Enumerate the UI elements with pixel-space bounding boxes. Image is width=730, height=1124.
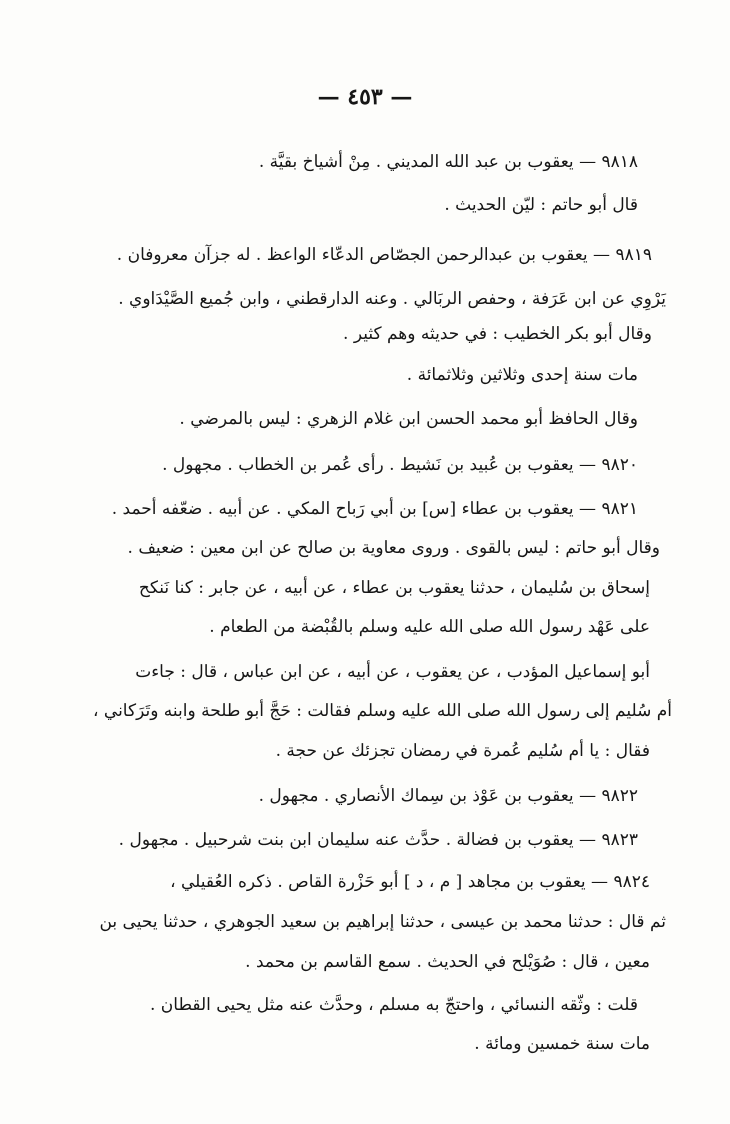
entry-9823-line: ٩٨٢٣ — يعقوب بن فضالة . حدَّث عنه سليمان ابن بنت شرحبيل . مجهول . — [118, 830, 638, 850]
entry-9822-line: ٩٨٢٢ — يعقوب بن عَوْذ بن سِماك الأنصاري . مجهول . — [258, 786, 638, 806]
entry-9820-line: ٩٨٢٠ — يعقوب بن عُبيد بن نَشيط . رأى عُمر بن الخطاب . مجهول . — [162, 455, 638, 475]
text-line: إسحاق بن سُليمان ، حدثنا يعقوب بن عطاء ، عن أبيه ، عن جابر : كنا نَنكح — [138, 578, 650, 598]
entry-9824-line: ٩٨٢٤ — يعقوب بن مجاهد [ م ، د ] أبو حَزْرة القاص . ذكره العُقيلي ، — [170, 872, 650, 892]
text-line: وقال الحافظ أبو محمد الحسن ابن غلام الزهري : ليس بالمرضي . — [179, 409, 638, 429]
entry-9821-line: ٩٨٢١ — يعقوب بن عطاء [س] بن أبي رَباح المكي . عن أبيه . ضعّفه أحمد . — [111, 499, 638, 519]
text-line: مات سنة إحدى وثلاثين وثلاثمائة . — [406, 365, 638, 385]
text-line: أبو إسماعيل المؤدب ، عن يعقوب ، عن أبيه ، عن ابن عباس ، قال : جاءت — [135, 662, 650, 682]
page-number: — ٤٥٣ — — [317, 84, 413, 110]
text-line: مات سنة خمسين ومائة . — [474, 1034, 650, 1054]
text-line: ثم قال : حدثنا محمد بن عيسى ، حدثنا إبراهيم بن سعيد الجوهري ، حدثنا يحيى بن — [99, 912, 666, 932]
text-line: معين ، قال : صُوَيْلح في الحديث . سمع القاسم بن محمد . — [245, 952, 650, 972]
text-line: على عَهْد رسول الله صلى الله عليه وسلم بالقُبْضة من الطعام . — [209, 617, 650, 637]
entry-9818-line: ٩٨١٨ — يعقوب بن عبد الله المديني . مِنْ أشياخ بقيَّة . — [258, 152, 638, 172]
text-line: وقال أبو بكر الخطيب : في حديثه وهم كثير . — [343, 324, 652, 344]
text-line: وقال أبو حاتم : ليس بالقوى . وروى معاوية بن صالح عن ابن معين : ضعيف . — [127, 538, 660, 558]
text-line: قلت : وثّقه النسائي ، واحتجّ به مسلم ، وحدَّث عنه مثل يحيى القطان . — [149, 995, 638, 1015]
text-line: فقال : يا أم سُليم عُمرة في رمضان تجزئك عن حجة . — [275, 741, 650, 761]
text-line: يَرْوِي عن ابن عَرَفة ، وحفص الربَالي . وعنه الدارقطني ، وابن جُميع الصَّيْدَاوي . — [118, 289, 666, 309]
text-line: أم سُليم إلى رسول الله صلى الله عليه وسلم فقالت : حَجَّ أبو طلحة وابنه وتَرَكاني ، — [93, 701, 672, 721]
text-line: قال أبو حاتم : ليّن الحديث . — [444, 195, 638, 215]
entry-9819-line: ٩٨١٩ — يعقوب بن عبدالرحمن الجصّاص الدعّاء الواعظ . له جزآن معروفان . — [116, 245, 652, 265]
